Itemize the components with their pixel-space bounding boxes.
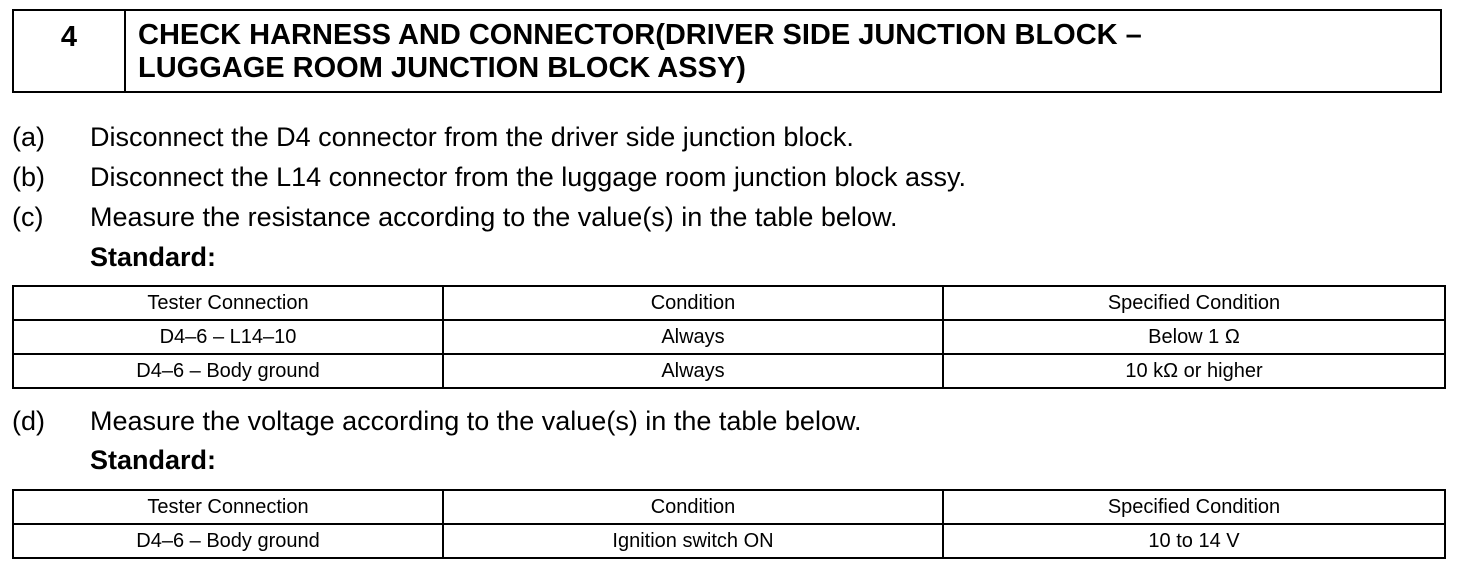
header-cell: Condition [443,490,943,524]
standard-label-voltage: Standard: [90,445,217,475]
step-d [12,405,861,437]
table-row [13,524,1445,558]
step-label: (b) [12,162,45,192]
table-row [13,320,1445,354]
table-cell: Below 1 Ω [943,320,1445,354]
header-cell: Specified Condition [943,286,1445,320]
header-cell: Tester Connection [13,490,443,524]
table-row [13,354,1445,388]
table-cell: Ignition switch ON [443,524,943,558]
table-cell: D4–6 – L14–10 [13,320,443,354]
table-cell: Always [443,320,943,354]
step-title-line-2: LUGGAGE ROOM JUNCTION BLOCK ASSY) [138,52,746,84]
step-label: (d) [12,406,45,436]
step-c [12,201,897,233]
header-cell: Condition [443,286,943,320]
step-text: Disconnect the L14 connector from the luggage room junction block assy. [90,162,966,192]
step-text: Measure the voltage according to the value(s) in the table below. [90,406,862,436]
step-title [126,11,1440,91]
table-cell: 10 to 14 V [943,524,1445,558]
standard-label-resistance: Standard: [90,242,217,272]
step-text: Measure the resistance according to the value(s) in the table below. [90,202,898,232]
table-cell: D4–6 – Body ground [13,354,443,388]
header-cell: Specified Condition [943,490,1445,524]
table-cell: 10 kΩ or higher [943,354,1445,388]
step-label: (a) [12,122,45,152]
step-text: Disconnect the D4 connector from the driver side junction block. [90,122,854,152]
step-number: 4 [14,11,126,91]
header-cell: Tester Connection [13,286,443,320]
step-b [12,161,966,193]
step-a [12,121,854,153]
table-cell: Always [443,354,943,388]
voltage-table [12,489,1446,559]
table-cell: D4–6 – Body ground [13,524,443,558]
table-header-row [13,286,1445,320]
table-header-row [13,490,1445,524]
resistance-table [12,285,1446,389]
step-label: (c) [12,202,44,232]
step-title-line-1: CHECK HARNESS AND CONNECTOR(DRIVER SIDE JUNCTION BLOCK – [138,19,1142,51]
step-header [12,9,1442,93]
